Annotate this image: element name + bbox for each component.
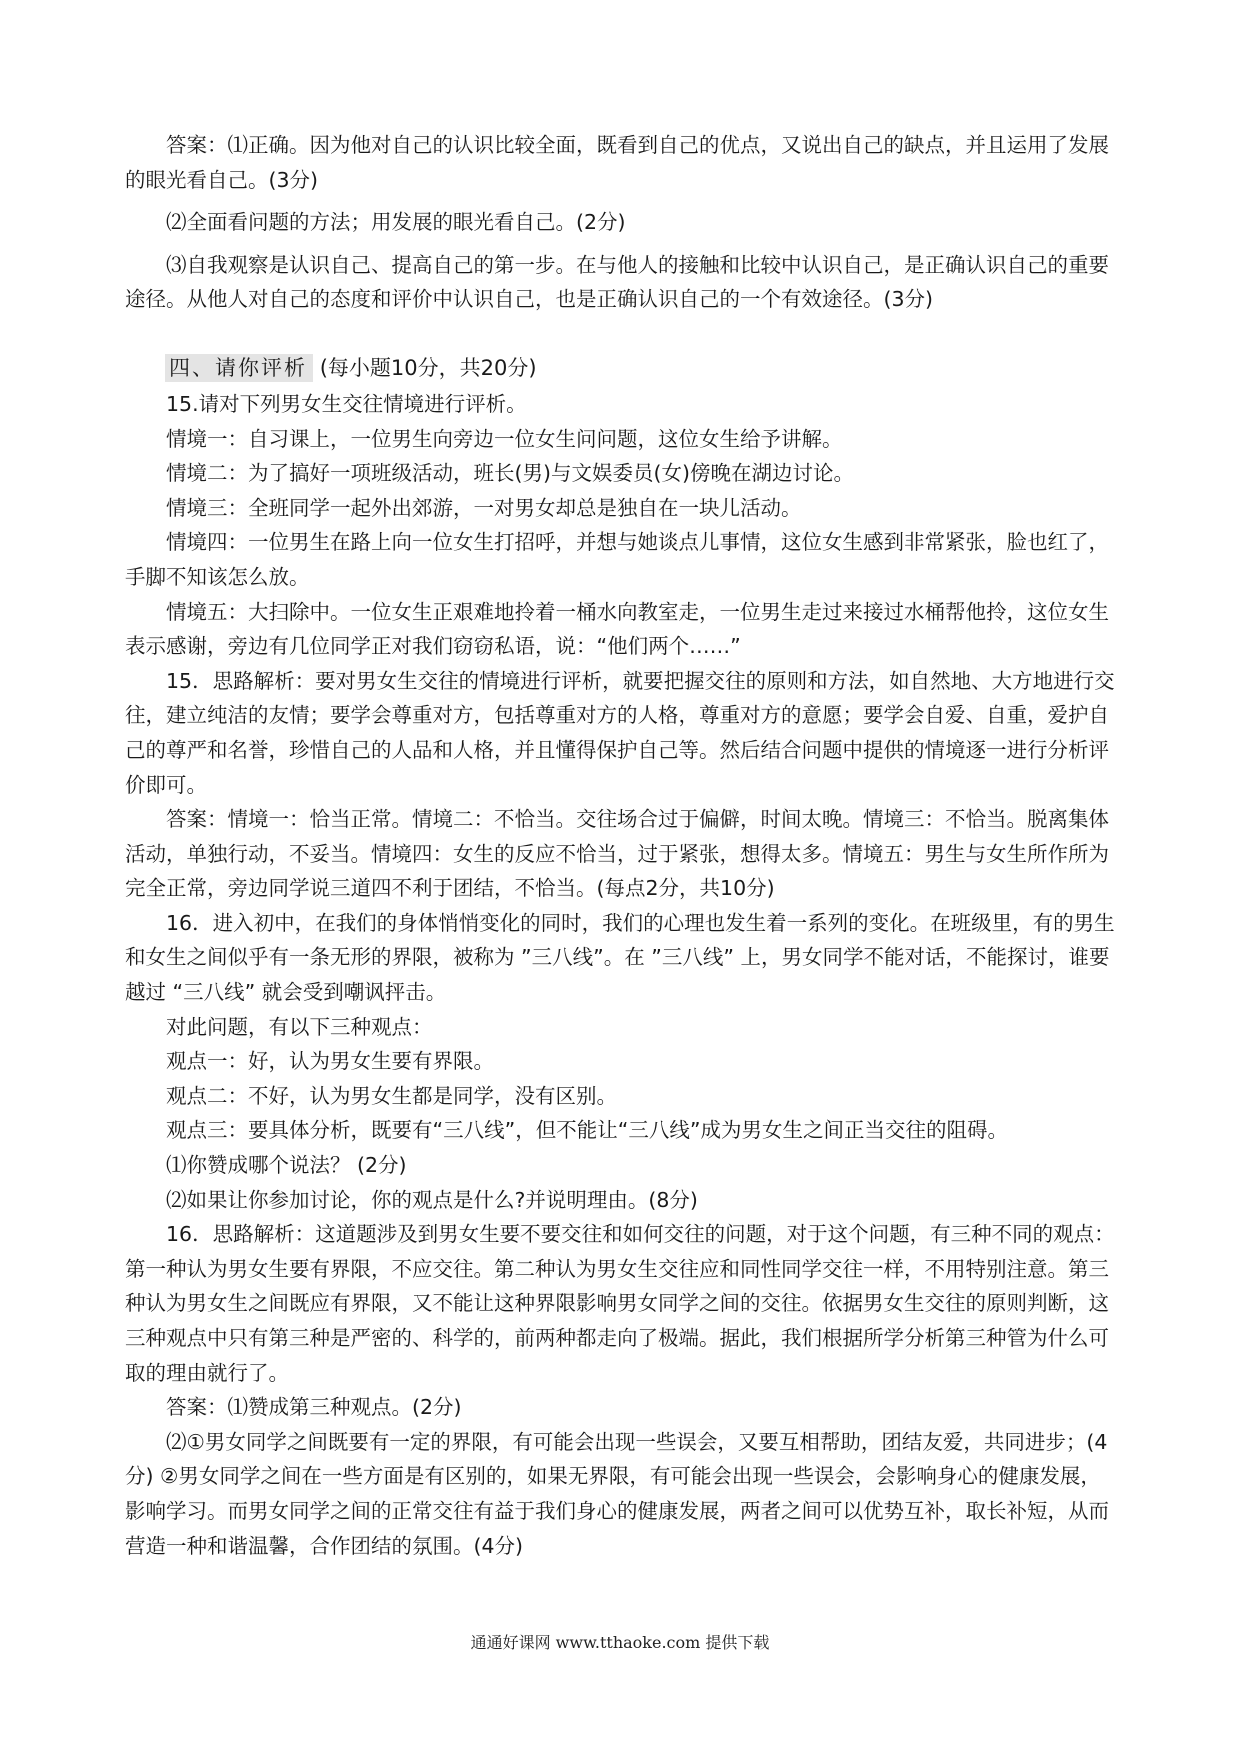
q15-scenario-2: 情境二：为了搞好一项班级活动，班长(男)与文娱委员(女)傍晚在湖边讨论。 — [166, 461, 854, 486]
q15-scenario-5: 情境五：大扫除中。一位女生正艰难地拎着一桶水向教室走，一位男生走过来接过水桶帮他拎，这位女生表示感谢，旁边有几位同学正对我们窃窃私语，说：“他们两个……” — [125, 599, 1109, 659]
q15-analysis: 15．思路解析：要对男女生交往的情境进行评析，就要把握交往的原则和方法，如自然地、大方地进行交往，建立纯洁的友情；要学会尊重对方，包括尊重对方的人格，尊重对方的意愿；要学会自爱、自重，爱护自己的尊严和名誉，珍惜自己的人品和人格，并且懂得保护自己等。然后结合问题中提供的情境逐一进行分析评价即可。 — [125, 668, 1115, 797]
q16-view-2: 观点二：不好，认为男女生都是同学，没有区别。 — [166, 1083, 617, 1108]
q15-scenario-1: 情境一：自习课上，一位男生向旁边一位女生问问题，这位女生给予讲解。 — [166, 426, 843, 451]
section-note: (每小题10分，共20分) — [319, 355, 537, 380]
q16-analysis: 16．思路解析：这道题涉及到男女生要不要交往和如何交往的问题，对于这个问题，有三种不同的观点：第一种认为男女生要有界限，不应交往。第二种认为男女生交往应和同性同学交往一样，不用特别注意。第三种认为男女生之间既应有界限，又不能让这种界限影响男女同学之间的交往。依据男女生交往的原则判断，这三种观点中只有第三种是严密的、科学的，前两种都走向了极端。据此，我们根据所学分析第三种管为什么可取的理由就行了。 — [125, 1222, 1115, 1385]
q14-answer-1: 答案：⑴正确。因为他对自己的认识比较全面，既看到自己的优点，又说出自己的缺点，并且运用了发展的眼光看自己。(3分) — [125, 133, 1109, 192]
q15-answer: 答案：情境一：恰当正常。情境二：不恰当。交往场合过于偏僻，时间太晚。情境三：不恰当。脱离集体活动，单独行动，不妥当。情境四：女生的反应不恰当，过于紧张，想得太多。情境五：男生与女生所作所为完全正常，旁边同学说三道四不利于团结，不恰当。(每点2分，共10分) — [125, 807, 1109, 901]
q16-stem: 16．进入初中，在我们的身体悄悄变化的同时，我们的心理也发生着一系列的变化。在班级里，有的男生和女生之间似乎有一条无形的界限，被称为 ”三八线”。在 ”三八线” 上，男女同学不能对话，不能探讨，谁要越过 “三八线” 就会受到嘲讽抨击。 — [125, 910, 1115, 1005]
q15-scenario-3: 情境三：全班同学一起外出郊游，一对男女却总是独自在一块儿活动。 — [166, 495, 802, 520]
q16-view-1: 观点一：好，认为男女生要有界限。 — [166, 1049, 494, 1074]
q16-answer-1: 答案：⑴赞成第三种观点。(2分) — [166, 1395, 462, 1420]
q16-question-2: ⑵如果让你参加讨论，你的观点是什么?并说明理由。(8分) — [166, 1187, 698, 1212]
page-footer: 通通好课网 www.tthaoke.com 提供下载 — [470, 1633, 770, 1652]
q15-stem: 15.请对下列男女生交往情境进行评析。 — [166, 391, 527, 416]
q16-answer-2: ⑵①男女同学之间既要有一定的界限，有可能会出现一些误会，又要互相帮助，团结友爱，共同进步；(4分) ②男女同学之间在一些方面是有区别的，如果无界限，有可能会出现一些误会，会影响身心的健康发展，影响学习。而男女同学之间的正常交往有益于我们身心的健康发展，两者之间可以优势互补，取长补短，从而营造一种和谐温馨，合作团结的氛围。(4分) — [125, 1429, 1109, 1558]
section-title: 四、请你评析 — [165, 354, 313, 382]
q15-scenario-4: 情境四：一位男生在路上向一位女生打招呼，并想与她谈点儿事情，这位女生感到非常紧张，脸也红了，手脚不知该怎么放。 — [125, 530, 1109, 589]
q16-view-3: 观点三：要具体分析，既要有“三八线”，但不能让“三八线”成为男女生之间正当交往的阻碍。 — [166, 1118, 1008, 1143]
q14-answer-3: ⑶自我观察是认识自己、提高自己的第一步。在与他人的接触和比较中认识自己，是正确认识自己的重要途径。从他人对自己的态度和评价中认识自己，也是正确认识自己的一个有效途径。(3分) — [125, 252, 1109, 312]
q16-question-1: ⑴你赞成哪个说法？ (2分) — [166, 1153, 407, 1178]
section-heading — [165, 351, 1120, 385]
q14-answer-2: ⑵全面看问题的方法；用发展的眼光看自己。(2分) — [166, 210, 626, 235]
q16-intro: 对此问题，有以下三种观点： — [166, 1014, 433, 1039]
document-body — [125, 128, 1120, 1563]
